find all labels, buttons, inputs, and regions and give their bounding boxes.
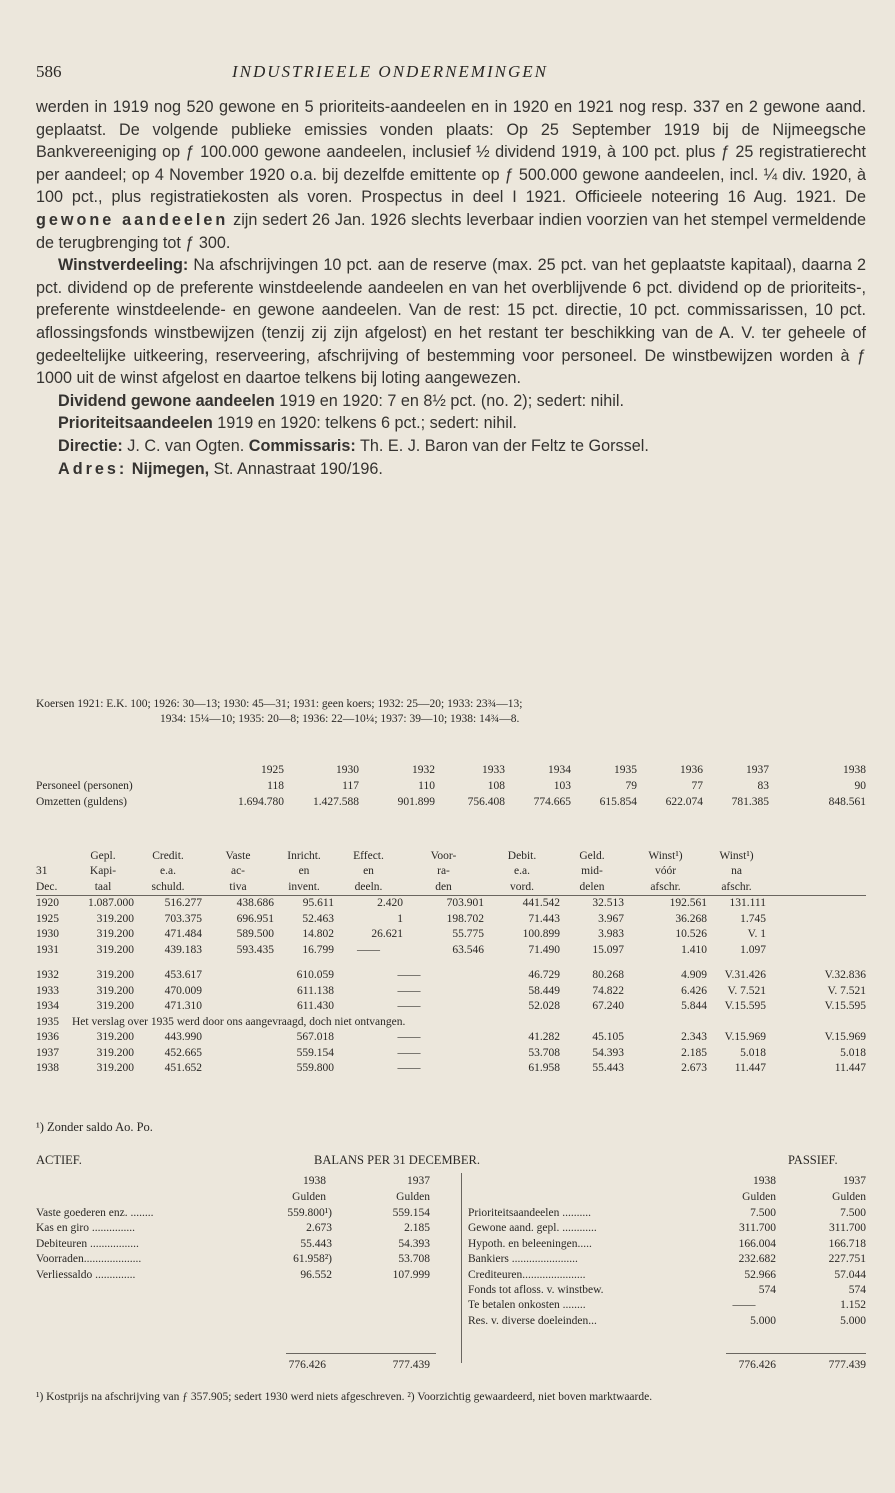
actief-year-1938: 1938	[303, 1175, 326, 1187]
actief-unit-1938: Gulden	[292, 1191, 326, 1203]
stats-year-header: 1936	[680, 764, 703, 776]
fin-cell: 1930	[36, 928, 59, 941]
stats-row-label: Omzetten (guldens)	[36, 796, 128, 808]
directie-text: J. C. van Ogten.	[127, 436, 245, 455]
stats-cell: 90	[854, 780, 866, 792]
passief-item-label: Crediteuren......................	[468, 1268, 586, 1281]
fin-cell: 71.443	[528, 912, 560, 925]
fin-cell: 453.617	[164, 969, 202, 982]
fin-year-1935: 1935	[36, 1015, 59, 1028]
stats-cell: 774.665	[533, 796, 571, 808]
fin-header-cell: delen	[579, 880, 605, 893]
fin-cell: 53.708	[528, 1046, 560, 1059]
fin-cell: 1937	[36, 1046, 59, 1059]
koersen-block	[36, 697, 866, 727]
fin-cell: 58.449	[528, 984, 560, 997]
actief-item-label: Kas en giro ...............	[36, 1222, 136, 1235]
fin-header-cell: den	[435, 880, 452, 893]
passief-1938-value: 5.000	[750, 1314, 776, 1327]
winst-label: Winstverdeeling:	[58, 256, 189, 275]
fin-header-cell: Kapi-	[89, 865, 117, 878]
fin-cell: 471.310	[164, 1000, 202, 1013]
koersen-line-2: 1934: 15¼—10; 1935: 20—8; 1936: 22—10¼; 1937: 39—10; 1938: 14¾—8.	[160, 713, 520, 725]
fin-header-cell: Credit.	[152, 849, 184, 862]
fin-data-row	[36, 983, 866, 999]
fin-cell: 1938	[36, 1062, 59, 1075]
passief-unit-1937: Gulden	[832, 1191, 866, 1203]
horizontal-rule	[286, 1353, 436, 1354]
fin-cell: 1.087.000	[88, 897, 134, 910]
passief-item-label: Hypoth. en beleeningen.....	[468, 1237, 592, 1250]
fin-cell: 16.799	[302, 943, 334, 956]
fin-header-cell: ra-	[437, 865, 450, 878]
passief-1937-value: 311.700	[829, 1222, 866, 1235]
fin-cell: 319.200	[96, 1046, 134, 1059]
passief-1937-value: 57.044	[834, 1268, 866, 1281]
actief-item-label: Debiteuren .................	[36, 1237, 139, 1250]
actief-1937-value: 2.185	[404, 1222, 430, 1235]
fin-cell: 32.513	[592, 897, 624, 910]
fin-cell: 61.958	[528, 1062, 560, 1075]
fin-cell: 703.901	[446, 897, 484, 910]
financial-table	[36, 848, 866, 1076]
actief-label: ACTIEF.	[36, 1153, 82, 1167]
passief-year-1937: 1937	[843, 1175, 866, 1187]
fin-cell: 438.686	[236, 897, 274, 910]
vertical-rule	[461, 1173, 462, 1363]
paragraph-dividend	[36, 390, 866, 413]
fin-cell: 319.200	[96, 912, 134, 925]
fin-cell: 441.542	[522, 897, 560, 910]
stats-cell: 79	[625, 780, 637, 792]
fin-cell: V.15.595	[824, 1000, 866, 1013]
fin-spacer	[36, 958, 866, 968]
fin-cell: 1936	[36, 1031, 59, 1044]
stats-corner-cell	[36, 762, 218, 778]
p1-end-text: zijn sedert 26 Jan. 1926 slechts leverbaar indien voorzien van het stempel vermeldende de terugbrenging tot ƒ 300.	[36, 210, 866, 252]
fin-header-cell: tiva	[229, 880, 247, 893]
prio-text: 1919 en 1920: telkens 6 pct.; sedert: nihil.	[217, 414, 517, 433]
passief-item-label: Gewone aand. gepl. ............	[468, 1222, 597, 1235]
fin-data-row	[36, 1030, 866, 1046]
fin-header-cell: Winst¹)	[648, 849, 683, 862]
stats-row-label: Personeel (personen)	[36, 780, 133, 792]
footnote-winst: ¹) Zonder saldo Ao. Po.	[36, 1120, 153, 1134]
fin-cell: V. 7.521	[827, 984, 866, 997]
fin-cell: 3.967	[598, 912, 624, 925]
actief-item-label: Verliessaldo ..............	[36, 1268, 136, 1281]
fin-cell: 26.621	[371, 928, 403, 941]
page-number: 586	[36, 62, 62, 81]
stats-year-header: 1938	[843, 764, 866, 776]
fin-header-cell: ac-	[230, 865, 246, 878]
fin-cell: 1.410	[681, 943, 707, 956]
fin-header-cell: Gepl.	[90, 849, 116, 862]
passief-year-1938: 1938	[753, 1175, 776, 1187]
stats-cell: 77	[691, 780, 703, 792]
fin-cell: 36.268	[675, 912, 707, 925]
paragraph-directie	[36, 435, 866, 458]
body-text	[36, 96, 866, 480]
fin-cell: ——	[397, 1046, 421, 1059]
adres-label: Adres:	[58, 459, 128, 478]
fin-cell: 63.546	[452, 943, 484, 956]
fin-cell: 52.028	[528, 1000, 560, 1013]
fin-cell: 319.200	[96, 1031, 134, 1044]
actief-1937-value: 54.393	[398, 1237, 430, 1250]
fin-header-cell: Inricht.	[287, 849, 321, 862]
passief-item-label: Bankiers .......................	[468, 1253, 578, 1266]
passief-item-label: Prioriteitsaandeelen ..........	[468, 1207, 591, 1219]
actief-1938-value: 559.800¹)	[287, 1207, 332, 1219]
fin-cell: 443.990	[164, 1031, 202, 1044]
passief-item-label: Res. v. diverse doeleinden...	[468, 1314, 597, 1327]
fin-cell: ——	[397, 969, 421, 982]
fin-row-1935	[36, 1014, 866, 1030]
fin-cell: V.32.836	[824, 969, 866, 982]
fin-cell: 559.154	[296, 1046, 334, 1059]
stats-cell: 901.899	[397, 796, 435, 808]
fin-cell: 1.097	[740, 943, 766, 956]
stats-cell: 118	[267, 780, 284, 792]
fin-header-cell: schuld.	[151, 880, 185, 893]
fin-cell: 54.393	[592, 1046, 624, 1059]
fin-cell: 611.138	[297, 984, 334, 997]
dividend-text: 1919 en 1920: 7 en 8½ pct. (no. 2); sedert: nihil.	[279, 391, 624, 410]
fin-header-cell: na	[731, 865, 742, 878]
fin-cell: 10.526	[675, 928, 707, 941]
actief-1937-value: 559.154	[392, 1207, 430, 1219]
stats-cell: 615.854	[599, 796, 637, 808]
passief-1938-value: ——	[732, 1299, 756, 1312]
fin-cell: 131.111	[729, 897, 766, 910]
passief-total-1937: 777.439	[828, 1359, 866, 1371]
stats-year-header: 1935	[614, 764, 637, 776]
fin-header-cell: 31	[36, 865, 48, 878]
stats-year-header: 1937	[746, 764, 769, 776]
passief-1938-value: 52.966	[744, 1268, 776, 1281]
fin-cell: 319.200	[96, 928, 134, 941]
fin-cell: 593.435	[236, 943, 274, 956]
stats-header-row	[36, 762, 866, 778]
passief-1938-value: 311.700	[739, 1222, 776, 1235]
fin-cell: 100.899	[522, 928, 560, 941]
fin-data-row	[36, 927, 866, 943]
running-title: INDUSTRIEELE ONDERNEMINGEN	[232, 62, 548, 81]
fin-cell: ——	[357, 943, 380, 956]
fin-cell: ——	[397, 1000, 421, 1013]
stats-year-header: 1934	[548, 764, 571, 776]
fin-cell: 471.484	[164, 928, 202, 941]
fin-data-row	[36, 942, 866, 958]
fin-cell: 1931	[36, 943, 59, 956]
fin-cell: 2.185	[681, 1046, 707, 1059]
page-header	[36, 62, 866, 86]
adres-text: St. Annastraat 190/196.	[213, 459, 383, 478]
actief-1938-value: 96.552	[300, 1268, 332, 1281]
fin-header-cell: afschr.	[650, 880, 681, 893]
fin-cell: 2.420	[377, 897, 403, 910]
stats-cell: 1.694.780	[238, 796, 284, 808]
stats-year-header: 1933	[482, 764, 505, 776]
stats-cell: 848.561	[828, 796, 866, 808]
fin-data-row	[36, 1045, 866, 1061]
fin-cell: 703.375	[164, 912, 202, 925]
actief-item-label: Vaste goederen enz. ........	[36, 1207, 154, 1219]
passief-1937-value: 1.152	[840, 1299, 866, 1312]
stats-year-header: 1925	[261, 764, 284, 776]
stats-cell: 1.427.588	[313, 796, 359, 808]
fin-header-cell	[36, 848, 72, 864]
fin-cell: V. 1	[747, 928, 766, 941]
fin-data-row	[36, 968, 866, 984]
p1-text: werden in 1919 nog 520 gewone en 5 prioriteits-aandeelen en in 1920 en 1921 nog resp. 337 en 2 gewone aand. geplaatst. De volgende publieke emissies vonden plaats: Op 25 September 1919 bij de Nijmeegsche Bankvereeniging op ƒ 100.000 gewone aandeelen, inclusief ½ dividend 1919, à 100 pct. plus ƒ 25 registratierecht per aandeel; op 4 November 1920 o.a. bij dezelfde emittente op ƒ 500.000 gewone aandeelen, incl. ¼ div. 1920, à 100 pct., plus registratiekosten als voren. Prospectus in deel I 1921. Officieele noteering 16 Aug. 1921. De	[36, 98, 866, 207]
fin-cell: 74.822	[592, 984, 624, 997]
fin-cell: 611.430	[297, 1000, 334, 1013]
passief-unit-1938: Gulden	[742, 1191, 776, 1203]
fin-note-1935: Het verslag over 1935 werd door ons aangevraagd, doch niet ontvangen.	[72, 1015, 406, 1028]
fin-header-cell: e.a.	[160, 865, 176, 878]
fin-cell: 1934	[36, 1000, 59, 1013]
stats-cell: 103	[553, 780, 571, 792]
passief-total-1938: 776.426	[738, 1359, 776, 1371]
passief-1937-value: 5.000	[840, 1314, 866, 1327]
commissaris-label: Commissaris:	[248, 436, 356, 455]
actief-unit-1937: Gulden	[396, 1191, 430, 1203]
actief-1938-value: 61.958²)	[293, 1253, 332, 1266]
fin-cell: 15.097	[592, 943, 624, 956]
fin-header-cell: mid-	[581, 865, 603, 878]
stats-cell: 756.408	[467, 796, 505, 808]
fin-cell: 46.729	[528, 969, 560, 982]
fin-cell: 41.282	[528, 1031, 560, 1044]
passief-1937-value: 227.751	[828, 1253, 866, 1266]
stats-row	[36, 794, 866, 810]
passief-label: PASSIEF.	[788, 1153, 838, 1167]
fin-cell: 1.745	[740, 912, 766, 925]
paragraph-emissions	[36, 96, 866, 254]
fin-data-row	[36, 1061, 866, 1077]
passief-1938-value: 574	[758, 1284, 776, 1296]
fin-cell: 3.983	[598, 928, 624, 941]
fin-cell: 452.665	[164, 1046, 202, 1059]
fin-cell: 319.200	[96, 1062, 134, 1075]
fin-cell: 1925	[36, 912, 59, 925]
footnote-balance: ¹) Kostprijs na afschrijving van ƒ 357.905; sedert 1930 werd niets afgeschreven. ²) Voorzichtig gewaardeerd, niet boven marktwaarde.	[36, 1391, 653, 1403]
fin-cell: V.15.969	[724, 1031, 766, 1044]
passief-1937-value: 7.500	[840, 1207, 866, 1219]
actief-1937-value: 53.708	[398, 1253, 430, 1266]
fin-cell: 696.951	[236, 912, 274, 925]
fin-header-cell: en	[298, 865, 310, 878]
fin-cell: 1920	[36, 897, 59, 910]
fin-header-cell: Debit.	[507, 849, 537, 862]
horizontal-rule	[726, 1353, 866, 1354]
fin-cell: 11.447	[834, 1062, 866, 1075]
actief-total-1937: 777.439	[392, 1359, 430, 1371]
stats-cell: 622.074	[665, 796, 703, 808]
stats-cell: 781.385	[731, 796, 769, 808]
fin-header-cell: Geld.	[579, 849, 605, 862]
fin-cell: 5.018	[740, 1046, 766, 1059]
prio-label: Prioriteitsaandeelen	[58, 414, 213, 433]
paragraph-winstverdeeling	[36, 254, 866, 390]
fin-header-cell: taal	[94, 880, 112, 893]
actief-year-1937: 1937	[407, 1175, 430, 1187]
fin-cell: 451.652	[164, 1062, 202, 1075]
passief-1938-value: 7.500	[750, 1207, 776, 1219]
actief-1937-value: 107.999	[392, 1268, 430, 1281]
fin-cell: V.15.595	[724, 1000, 766, 1013]
stats-cell: 83	[757, 780, 769, 792]
fin-cell: 1933	[36, 984, 59, 997]
actief-item-label: Voorraden....................	[36, 1253, 142, 1266]
fin-cell: 4.909	[681, 969, 707, 982]
dividend-label: Dividend gewone aandeelen	[58, 391, 275, 410]
passief-1938-value: 232.682	[738, 1253, 776, 1266]
fin-header-cell: Vaste	[225, 849, 251, 862]
fin-cell: ——	[397, 1031, 421, 1044]
fin-cell: 52.463	[302, 912, 334, 925]
fin-cell: 67.240	[592, 1000, 624, 1013]
fin-header-cell: Dec.	[36, 880, 58, 893]
fin-cell: ——	[397, 1062, 421, 1075]
fin-cell: 71.490	[528, 943, 560, 956]
stats-cell: 108	[487, 780, 505, 792]
fin-cell: 198.702	[446, 912, 484, 925]
passief-item-label: Te betalen onkosten ........	[468, 1299, 586, 1312]
fin-cell: 192.561	[669, 897, 707, 910]
adres-city: Nijmegen,	[131, 459, 210, 478]
fin-cell: 5.844	[681, 1000, 707, 1013]
fin-header-row	[36, 848, 866, 864]
passief-1937-value: 574	[848, 1284, 866, 1296]
fin-cell: 610.059	[296, 969, 334, 982]
fin-header-cell: vóór	[654, 865, 677, 878]
fin-cell: 516.277	[164, 897, 202, 910]
actief-1938-value: 55.443	[300, 1237, 332, 1250]
directie-label: Directie:	[58, 436, 123, 455]
stats-cell: 110	[418, 780, 435, 792]
fin-data-row	[36, 895, 866, 911]
koersen-line-1: Koersen 1921: E.K. 100; 1926: 30—13; 1930: 45—31; 1931: geen koers; 1932: 25—20; 1933: 23¾—13;	[36, 698, 523, 710]
stats-year-header: 1932	[412, 764, 435, 776]
fin-data-row	[36, 999, 866, 1015]
paragraph-prioriteit	[36, 412, 866, 435]
fin-header-row	[36, 864, 866, 880]
fin-cell: 5.018	[840, 1046, 866, 1059]
fin-cell: 45.105	[592, 1031, 624, 1044]
paragraph-adres	[36, 458, 866, 481]
fin-cell: V. 7.521	[727, 984, 766, 997]
fin-cell: 319.200	[96, 1000, 134, 1013]
fin-cell: V.15.969	[824, 1031, 866, 1044]
stats-cell: 117	[342, 780, 359, 792]
passief-item-label: Fonds tot afloss. v. winstbew.	[468, 1284, 604, 1296]
fin-cell: 559.800	[296, 1062, 334, 1075]
fin-header-cell: invent.	[288, 880, 320, 893]
stats-table	[36, 762, 866, 810]
fin-cell: 80.268	[592, 969, 624, 982]
fin-cell: 2.673	[681, 1062, 707, 1075]
fin-header-cell: Voor-	[430, 849, 457, 862]
fin-header-cell: e.a.	[514, 865, 530, 878]
fin-cell: 11.447	[734, 1062, 766, 1075]
passief-1938-value: 166.004	[738, 1237, 776, 1250]
fin-cell: 95.611	[302, 897, 334, 910]
fin-cell: 55.775	[452, 928, 484, 941]
fin-cell: 14.802	[302, 928, 334, 941]
fin-cell: ——	[397, 984, 421, 997]
balance-title: BALANS PER 31 DECEMBER.	[314, 1153, 480, 1167]
stats-row	[36, 778, 866, 794]
winst-text: Na afschrijvingen 10 pct. aan de reserve (max. 25 pct. van het geplaatste kapitaal), daarna 2 pct. dividend op de preferente winstdeelende aandeelen en van het overblijvende 6 pct. dividend op de prioriteits-, preferente winstdeelende- en gewone aandeelen. Van de rest: 15 pct. directie, 10 pct. commissarissen, 10 pct. aflossingsfonds winstbewijzen (tenzij zij zijn afgelost) en het restant ter beschikking van de A. V. ter geheele of gedeeltelijke uitkeering, reserveering, afschrijving of bestemming voor personeel. De winstbewijzen worden à ƒ 1000 uit de winst afgelost en daartoe telkens bij loting aangewezen.	[36, 256, 866, 388]
fin-cell: 55.443	[592, 1062, 624, 1075]
fin-header-cell: Winst¹)	[719, 849, 754, 862]
fin-cell: 1932	[36, 969, 59, 982]
gewone-aandeelen-spaced: gewone aandeelen	[36, 210, 229, 229]
fin-header-cell: vord.	[510, 880, 534, 893]
fin-cell: 567.018	[296, 1031, 334, 1044]
fin-header-cell: afschr.	[721, 880, 752, 893]
fin-cell: 1	[397, 912, 403, 925]
stats-year-header: 1930	[336, 764, 359, 776]
passief-1937-value: 166.718	[828, 1237, 866, 1250]
fin-cell: 589.500	[236, 928, 274, 941]
fin-header-cell: Effect.	[353, 849, 384, 862]
actief-1938-value: 2.673	[306, 1222, 332, 1235]
commissaris-text: Th. E. J. Baron van der Feltz te Gorssel.	[360, 436, 649, 455]
fin-cell: 319.200	[96, 969, 134, 982]
fin-cell: 319.200	[96, 943, 134, 956]
fin-header-cell: deeln.	[354, 880, 383, 893]
fin-header-row	[36, 879, 866, 895]
fin-data-row	[36, 911, 866, 927]
fin-cell: 6.426	[681, 984, 707, 997]
fin-cell: 2.343	[681, 1031, 707, 1044]
fin-cell: V.31.426	[724, 969, 766, 982]
fin-cell: 319.200	[96, 984, 134, 997]
fin-cell: 470.009	[164, 984, 202, 997]
fin-header-cell: en	[363, 865, 374, 878]
fin-cell: 439.183	[164, 943, 202, 956]
actief-total-1938: 776.426	[288, 1359, 326, 1371]
